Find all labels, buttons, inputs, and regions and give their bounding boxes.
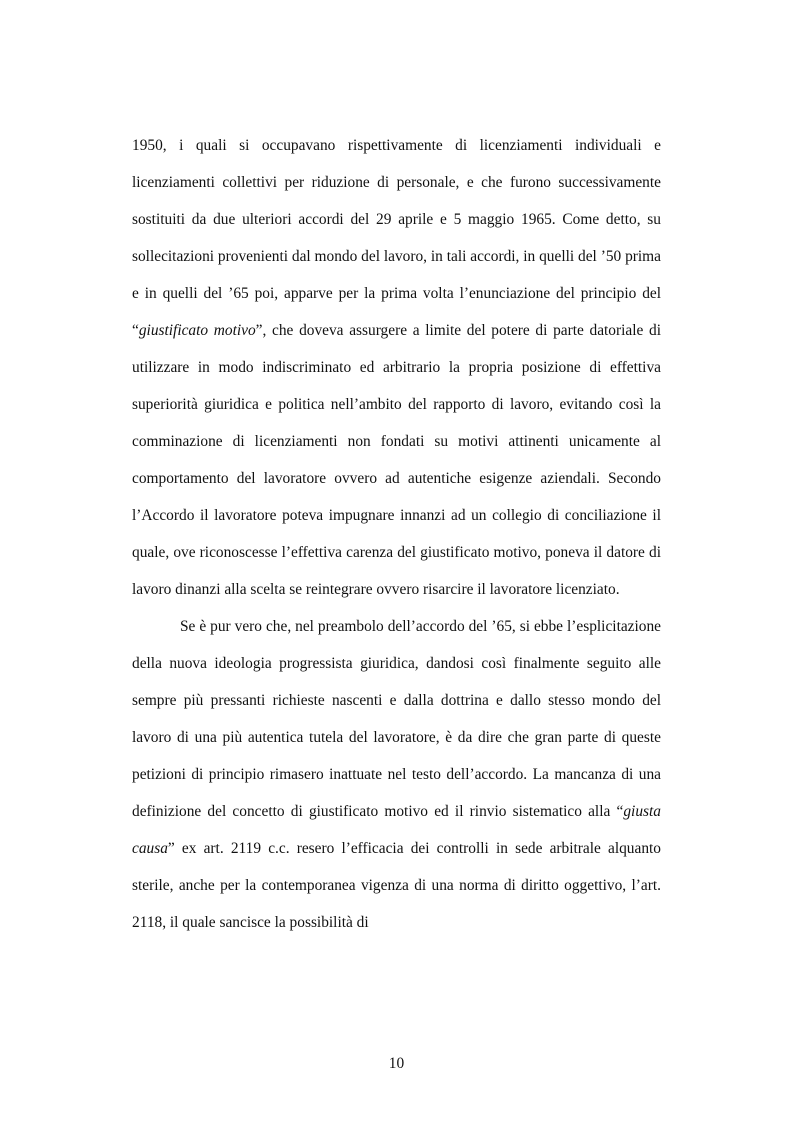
paragraph-2-text-a: Se è pur vero che, nel preambolo dell’accordo del ’65, si ebbe l’esplicitazione della nuova ideologia progressista giuridica, dandosi così finalmente seguito alle sempre più pressanti richieste nascenti e dalla dottrina e dallo stesso mondo del lavoro di una più autentica tutela del lavoratore, è da dire che gran parte di queste petizioni di principio rimasero inattuate nel testo dell’accordo. La mancanza di una definizione del concetto di giustificato motivo ed il rinvio sistematico alla “ [132, 618, 661, 820]
page-number: 10 [388, 1055, 405, 1072]
body-text [132, 127, 661, 941]
paragraph-1-text-a: 1950, i quali si occupavano rispettivamente di licenziamenti individuali e licenziamenti collettivi per riduzione di personale, e che furono successivamente sostituiti da due ulteriori accordi del 29 aprile e 5 maggio 1965. Come detto, su sollecitazioni provenienti dal mondo del lavoro, in tali accordi, in quelli del ’50 prima e in quelli del ’65 poi, apparve per la prima volta l’enunciazione del principio del “ [132, 137, 661, 339]
paragraph-1-text-b: ”, che doveva assurgere a limite del potere di parte datoriale di utilizzare in modo indiscriminato ed arbitrario la propria posizione di effettiva superiorità giuridica e politica nell’ambito del rapporto di lavoro, evitando così la comminazione di licenziamenti non fondati su motivi attinenti unicamente al comportamento del lavoratore ovvero ad autentiche esigenze aziendali. Secondo l’Accordo il lavoratore poteva impugnare innanzi ad un collegio di conciliazione il quale, ove riconoscesse l’effettiva carenza del giustificato motivo, poneva il datore di lavoro dinanzi alla scelta se reintegrare ovvero risarcire il lavoratore licenziato. [132, 322, 661, 598]
paragraph-2-italic-term: giusta causa [132, 803, 661, 857]
paragraph-2-text-b: ” ex art. 2119 c.c. resero l’efficacia dei controlli in sede arbitrale alquanto sterile, anche per la contemporanea vigenza di una norma di diritto oggettivo, l’art. 2118, il quale sancisce la possibilità di [132, 840, 661, 931]
paragraph-1 [132, 127, 661, 608]
paragraph-1-italic-term: giustificato motivo [138, 322, 256, 339]
paragraph-2 [132, 608, 661, 941]
